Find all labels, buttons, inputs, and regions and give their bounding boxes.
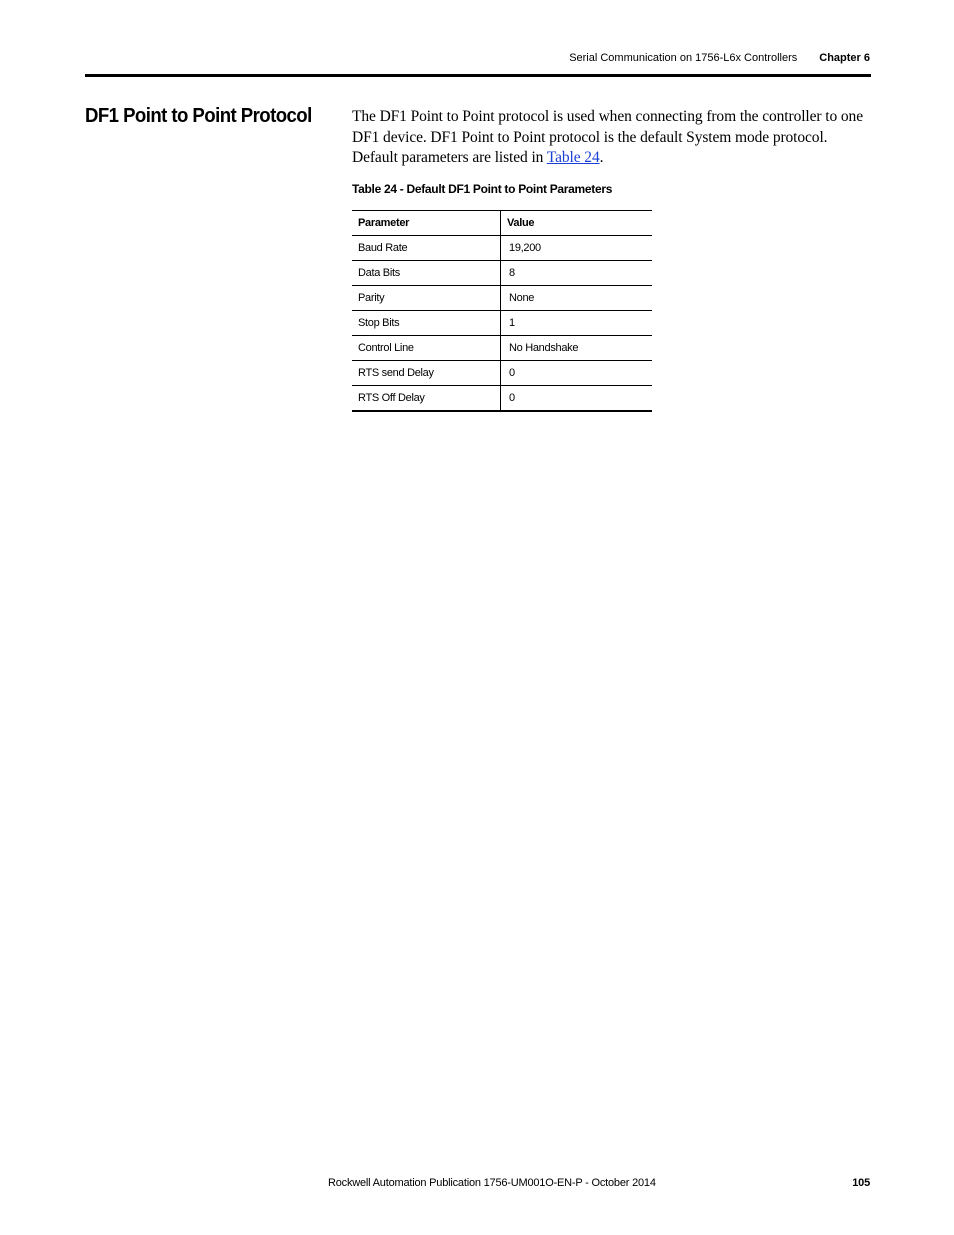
parameter-cell: Control Line [352,336,501,361]
table-24-link[interactable]: Table 24 [546,149,600,166]
parameter-cell: Baud Rate [352,236,501,261]
body-text-lead: The DF1 Point to Point protocol is used when connecting from the controller to one DF1 device. DF1 Point to Point protocol is the default System mode protocol. Default parameters are listed in [352,108,863,166]
section-body [352,107,872,169]
value-cell: 19,200 [501,236,653,261]
parameter-cell: RTS Off Delay [352,386,501,412]
table-row [352,361,652,386]
chapter-label: Chapter 6 [819,52,870,64]
header-rule [85,74,871,77]
parameter-cell: Data Bits [352,261,501,286]
value-cell: 1 [501,311,653,336]
table-row [352,236,652,261]
table-row [352,261,652,286]
running-title: Serial Communication on 1756-L6x Controllers [569,52,798,64]
table-row [352,286,652,311]
value-cell: No Handshake [501,336,653,361]
table-header-row [352,211,652,236]
parameter-cell: Parity [352,286,501,311]
table-row [352,336,652,361]
table-row [352,386,652,412]
running-header [569,52,870,64]
value-cell: 8 [501,261,653,286]
column-header-value: Value [501,211,653,236]
parameters-table [352,210,652,412]
section-title: DF1 Point to Point Protocol [85,105,312,127]
table-caption: Table 24 - Default DF1 Point to Point Parameters [352,182,613,196]
value-cell: 0 [501,361,653,386]
parameter-cell: Stop Bits [352,311,501,336]
value-cell: 0 [501,386,653,412]
page-number: 105 [852,1177,870,1189]
table-row [352,311,652,336]
column-header-parameter: Parameter [352,211,501,236]
value-cell: None [501,286,653,311]
publication-info: Rockwell Automation Publication 1756-UM001O-EN-P - October 2014 [328,1177,656,1189]
body-text-tail: . [599,149,604,166]
parameter-cell: RTS send Delay [352,361,501,386]
